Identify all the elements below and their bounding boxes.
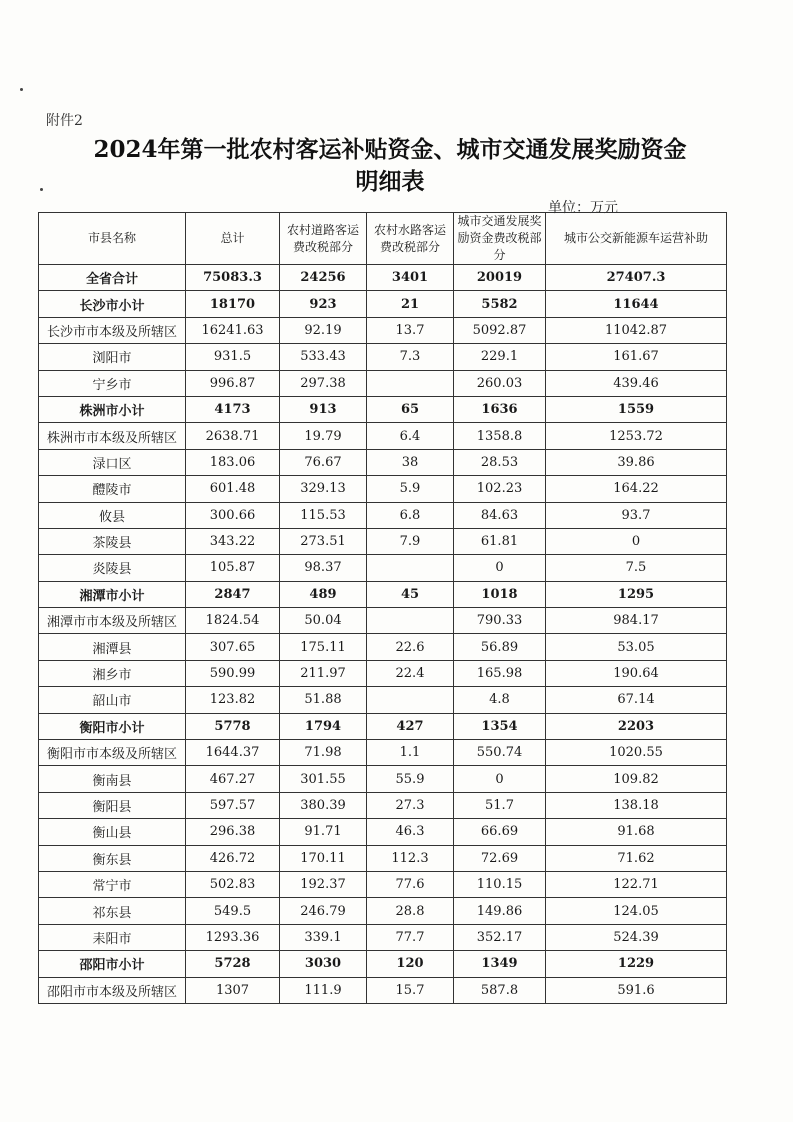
cell-urban-reward: 352.17 — [454, 924, 546, 950]
cell-rural-water: 77.6 — [367, 871, 454, 897]
cell-rural-road: 111.9 — [280, 977, 367, 1003]
cell-rural-road: 913 — [280, 396, 367, 422]
cell-bus-subsidy: 164.22 — [546, 476, 727, 502]
cell-total: 1644.37 — [186, 740, 280, 766]
cell-rural-road: 91.71 — [280, 819, 367, 845]
unit-label: 单位：万元 — [548, 200, 618, 216]
table-row — [39, 502, 727, 528]
cell-name: 湘潭市市本级及所辖区 — [39, 608, 186, 634]
cell-rural-water: 1.1 — [367, 740, 454, 766]
cell-bus-subsidy: 7.5 — [546, 555, 727, 581]
cell-bus-subsidy: 27407.3 — [546, 265, 727, 291]
cell-total: 1293.36 — [186, 924, 280, 950]
cell-name: 渌口区 — [39, 449, 186, 475]
cell-rural-water: 13.7 — [367, 317, 454, 343]
cell-urban-reward: 587.8 — [454, 977, 546, 1003]
cell-urban-reward: 5582 — [454, 291, 546, 317]
table-row — [39, 555, 727, 581]
cell-name: 衡阳市市本级及所辖区 — [39, 740, 186, 766]
cell-rural-water: 3401 — [367, 265, 454, 291]
cell-rural-water: 55.9 — [367, 766, 454, 792]
cell-bus-subsidy: 53.05 — [546, 634, 727, 660]
cell-name: 株洲市市本级及所辖区 — [39, 423, 186, 449]
cell-urban-reward: 0 — [454, 766, 546, 792]
cell-urban-reward: 149.86 — [454, 898, 546, 924]
table-row — [39, 740, 727, 766]
cell-rural-water: 46.3 — [367, 819, 454, 845]
cell-name: 邵阳市市本级及所辖区 — [39, 977, 186, 1003]
cell-urban-reward: 550.74 — [454, 740, 546, 766]
cell-bus-subsidy: 1229 — [546, 951, 727, 977]
cell-rural-road: 380.39 — [280, 792, 367, 818]
cell-bus-subsidy: 1559 — [546, 396, 727, 422]
cell-urban-reward: 0 — [454, 555, 546, 581]
cell-rural-water: 7.9 — [367, 528, 454, 554]
subtotal-row — [39, 951, 727, 977]
table-row — [39, 317, 727, 343]
cell-bus-subsidy: 71.62 — [546, 845, 727, 871]
cell-total: 343.22 — [186, 528, 280, 554]
table-row — [39, 819, 727, 845]
table-body — [39, 265, 727, 1004]
cell-rural-road: 76.67 — [280, 449, 367, 475]
cell-rural-road: 71.98 — [280, 740, 367, 766]
cell-bus-subsidy: 39.86 — [546, 449, 727, 475]
table-row — [39, 871, 727, 897]
cell-total: 75083.3 — [186, 265, 280, 291]
cell-name: 耒阳市 — [39, 924, 186, 950]
cell-bus-subsidy: 190.64 — [546, 660, 727, 686]
cell-rural-road: 297.38 — [280, 370, 367, 396]
header-rural-road: 农村道路客运费改税部分 — [280, 213, 367, 265]
cell-rural-road: 3030 — [280, 951, 367, 977]
cell-rural-water: 21 — [367, 291, 454, 317]
document-title — [30, 134, 750, 198]
header-city-name: 市县名称 — [39, 213, 186, 265]
cell-rural-road: 923 — [280, 291, 367, 317]
cell-name: 祁东县 — [39, 898, 186, 924]
cell-name: 炎陵县 — [39, 555, 186, 581]
table-row — [39, 344, 727, 370]
cell-total: 467.27 — [186, 766, 280, 792]
cell-name: 浏阳市 — [39, 344, 186, 370]
subtotal-row — [39, 396, 727, 422]
cell-rural-road: 301.55 — [280, 766, 367, 792]
cell-bus-subsidy: 93.7 — [546, 502, 727, 528]
header-total: 总计 — [186, 213, 280, 265]
cell-name: 常宁市 — [39, 871, 186, 897]
cell-urban-reward: 20019 — [454, 265, 546, 291]
cell-bus-subsidy: 11042.87 — [546, 317, 727, 343]
subtotal-row — [39, 265, 727, 291]
cell-rural-water: 65 — [367, 396, 454, 422]
cell-urban-reward: 1354 — [454, 713, 546, 739]
cell-name: 攸县 — [39, 502, 186, 528]
header-urban-reward: 城市交通发展奖励资金费改税部分 — [454, 213, 546, 265]
title-line-2: 明细表 — [355, 168, 425, 195]
cell-rural-water — [367, 608, 454, 634]
cell-urban-reward: 260.03 — [454, 370, 546, 396]
cell-urban-reward: 66.69 — [454, 819, 546, 845]
header-rural-water: 农村水路客运费改税部分 — [367, 213, 454, 265]
cell-total: 931.5 — [186, 344, 280, 370]
cell-total: 300.66 — [186, 502, 280, 528]
title-line-1: 2024年第一批农村客运补贴资金、城市交通发展奖励资金 — [93, 136, 687, 163]
cell-rural-water: 427 — [367, 713, 454, 739]
cell-rural-water — [367, 555, 454, 581]
table-row — [39, 792, 727, 818]
cell-urban-reward: 1358.8 — [454, 423, 546, 449]
cell-rural-water: 45 — [367, 581, 454, 607]
funding-detail-table — [38, 212, 727, 1004]
cell-rural-water: 6.4 — [367, 423, 454, 449]
table-row — [39, 924, 727, 950]
cell-rural-road: 115.53 — [280, 502, 367, 528]
table-row — [39, 608, 727, 634]
cell-name: 长沙市小计 — [39, 291, 186, 317]
cell-name: 韶山市 — [39, 687, 186, 713]
cell-bus-subsidy: 984.17 — [546, 608, 727, 634]
attachment-label: 附件2 — [46, 113, 83, 129]
table-row — [39, 977, 727, 1003]
cell-total: 426.72 — [186, 845, 280, 871]
cell-rural-road: 329.13 — [280, 476, 367, 502]
cell-total: 1824.54 — [186, 608, 280, 634]
cell-bus-subsidy: 2203 — [546, 713, 727, 739]
cell-name: 宁乡市 — [39, 370, 186, 396]
cell-urban-reward: 1636 — [454, 396, 546, 422]
cell-total: 105.87 — [186, 555, 280, 581]
subtotal-row — [39, 291, 727, 317]
table-row — [39, 660, 727, 686]
cell-name: 全省合计 — [39, 265, 186, 291]
cell-rural-water: 15.7 — [367, 977, 454, 1003]
cell-name: 衡东县 — [39, 845, 186, 871]
cell-rural-road: 175.11 — [280, 634, 367, 660]
cell-total: 307.65 — [186, 634, 280, 660]
cell-name: 湘潭县 — [39, 634, 186, 660]
cell-rural-road: 192.37 — [280, 871, 367, 897]
table-row — [39, 528, 727, 554]
cell-bus-subsidy: 0 — [546, 528, 727, 554]
cell-urban-reward: 1349 — [454, 951, 546, 977]
cell-urban-reward: 84.63 — [454, 502, 546, 528]
cell-bus-subsidy: 91.68 — [546, 819, 727, 845]
cell-rural-water: 77.7 — [367, 924, 454, 950]
table-header-row — [39, 213, 727, 265]
cell-rural-water — [367, 370, 454, 396]
cell-bus-subsidy: 1020.55 — [546, 740, 727, 766]
cell-bus-subsidy: 11644 — [546, 291, 727, 317]
cell-bus-subsidy: 122.71 — [546, 871, 727, 897]
table-row — [39, 370, 727, 396]
cell-urban-reward: 165.98 — [454, 660, 546, 686]
cell-name: 长沙市市本级及所辖区 — [39, 317, 186, 343]
cell-rural-road: 24256 — [280, 265, 367, 291]
cell-urban-reward: 790.33 — [454, 608, 546, 634]
cell-urban-reward: 5092.87 — [454, 317, 546, 343]
cell-total: 549.5 — [186, 898, 280, 924]
cell-total: 4173 — [186, 396, 280, 422]
cell-total: 123.82 — [186, 687, 280, 713]
cell-urban-reward: 28.53 — [454, 449, 546, 475]
cell-urban-reward: 72.69 — [454, 845, 546, 871]
scan-speck — [20, 88, 23, 91]
cell-total: 1307 — [186, 977, 280, 1003]
cell-bus-subsidy: 109.82 — [546, 766, 727, 792]
cell-rural-water: 22.4 — [367, 660, 454, 686]
cell-bus-subsidy: 1295 — [546, 581, 727, 607]
cell-name: 湘乡市 — [39, 660, 186, 686]
cell-name: 茶陵县 — [39, 528, 186, 554]
subtotal-row — [39, 581, 727, 607]
cell-total: 590.99 — [186, 660, 280, 686]
cell-rural-water: 6.8 — [367, 502, 454, 528]
cell-name: 湘潭市小计 — [39, 581, 186, 607]
cell-rural-road: 246.79 — [280, 898, 367, 924]
table-row — [39, 687, 727, 713]
cell-rural-water: 112.3 — [367, 845, 454, 871]
header-bus-subsidy: 城市公交新能源车运营补助 — [546, 213, 727, 265]
cell-rural-road: 50.04 — [280, 608, 367, 634]
table-row — [39, 423, 727, 449]
cell-total: 2847 — [186, 581, 280, 607]
cell-rural-road: 339.1 — [280, 924, 367, 950]
cell-bus-subsidy: 524.39 — [546, 924, 727, 950]
cell-total: 5728 — [186, 951, 280, 977]
cell-total: 183.06 — [186, 449, 280, 475]
cell-urban-reward: 51.7 — [454, 792, 546, 818]
cell-name: 衡阳市小计 — [39, 713, 186, 739]
cell-urban-reward: 102.23 — [454, 476, 546, 502]
cell-bus-subsidy: 161.67 — [546, 344, 727, 370]
cell-total: 601.48 — [186, 476, 280, 502]
table-row — [39, 449, 727, 475]
cell-name: 衡山县 — [39, 819, 186, 845]
cell-total: 996.87 — [186, 370, 280, 396]
cell-rural-water: 38 — [367, 449, 454, 475]
table-row — [39, 766, 727, 792]
cell-name: 醴陵市 — [39, 476, 186, 502]
table-row — [39, 845, 727, 871]
cell-urban-reward: 229.1 — [454, 344, 546, 370]
cell-total: 502.83 — [186, 871, 280, 897]
cell-bus-subsidy: 124.05 — [546, 898, 727, 924]
cell-bus-subsidy: 138.18 — [546, 792, 727, 818]
cell-name: 衡阳县 — [39, 792, 186, 818]
cell-urban-reward: 1018 — [454, 581, 546, 607]
cell-rural-water: 27.3 — [367, 792, 454, 818]
cell-rural-water: 120 — [367, 951, 454, 977]
cell-rural-road: 489 — [280, 581, 367, 607]
table-row — [39, 898, 727, 924]
cell-bus-subsidy: 67.14 — [546, 687, 727, 713]
cell-rural-water — [367, 687, 454, 713]
cell-total: 2638.71 — [186, 423, 280, 449]
cell-rural-road: 533.43 — [280, 344, 367, 370]
cell-rural-water: 7.3 — [367, 344, 454, 370]
cell-rural-water: 22.6 — [367, 634, 454, 660]
cell-urban-reward: 4.8 — [454, 687, 546, 713]
cell-rural-road: 19.79 — [280, 423, 367, 449]
table-row — [39, 634, 727, 660]
cell-total: 296.38 — [186, 819, 280, 845]
cell-rural-road: 92.19 — [280, 317, 367, 343]
cell-rural-water: 5.9 — [367, 476, 454, 502]
cell-rural-road: 170.11 — [280, 845, 367, 871]
cell-urban-reward: 61.81 — [454, 528, 546, 554]
cell-total: 16241.63 — [186, 317, 280, 343]
cell-total: 18170 — [186, 291, 280, 317]
cell-rural-road: 98.37 — [280, 555, 367, 581]
cell-rural-road: 273.51 — [280, 528, 367, 554]
cell-total: 597.57 — [186, 792, 280, 818]
cell-rural-road: 211.97 — [280, 660, 367, 686]
cell-bus-subsidy: 1253.72 — [546, 423, 727, 449]
cell-rural-road: 51.88 — [280, 687, 367, 713]
cell-urban-reward: 56.89 — [454, 634, 546, 660]
cell-bus-subsidy: 439.46 — [546, 370, 727, 396]
cell-bus-subsidy: 591.6 — [546, 977, 727, 1003]
cell-name: 衡南县 — [39, 766, 186, 792]
cell-name: 株洲市小计 — [39, 396, 186, 422]
subtotal-row — [39, 713, 727, 739]
cell-urban-reward: 110.15 — [454, 871, 546, 897]
table-row — [39, 476, 727, 502]
cell-rural-water: 28.8 — [367, 898, 454, 924]
cell-total: 5778 — [186, 713, 280, 739]
cell-rural-road: 1794 — [280, 713, 367, 739]
cell-name: 邵阳市小计 — [39, 951, 186, 977]
